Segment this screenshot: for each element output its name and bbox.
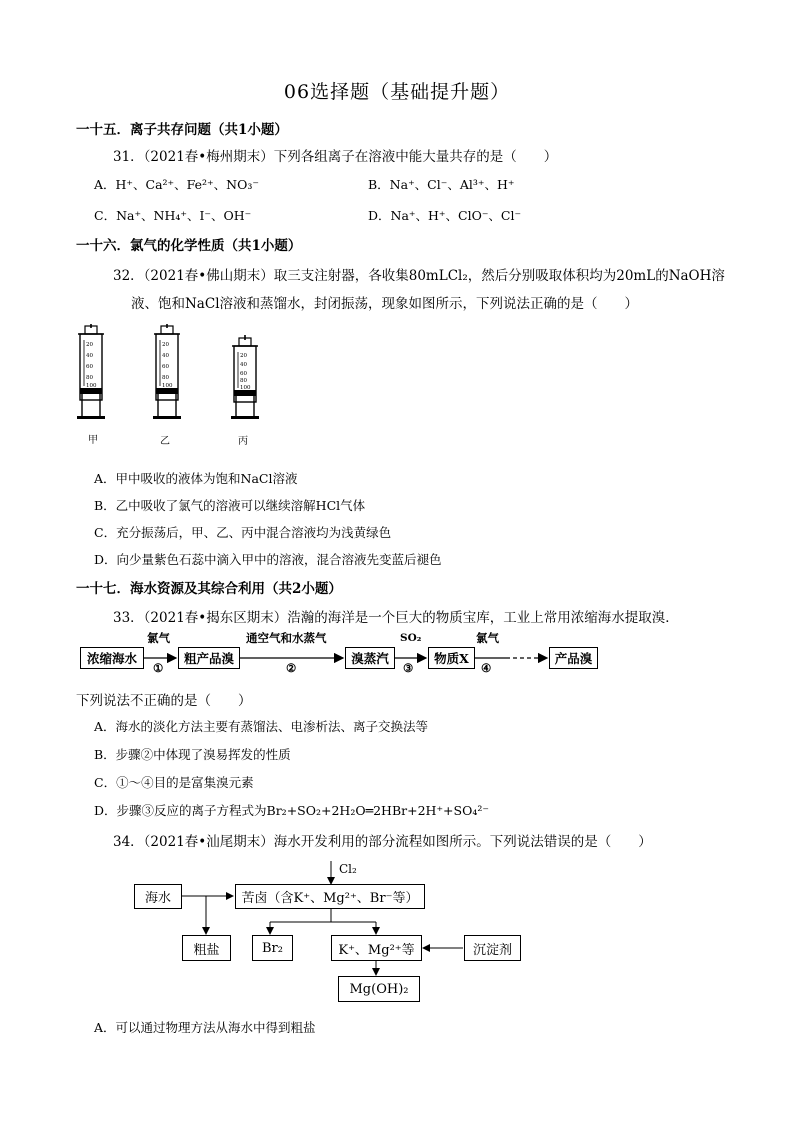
flow-label-so2: SO₂ (400, 632, 422, 644)
q31-option-b: B．Na⁺、Cl⁻、Al³⁺、H⁺ (368, 177, 515, 192)
flow-box-concentrated-seawater: 浓缩海水 (80, 647, 144, 669)
q34-option-a: A．可以通过物理方法从海水中得到粗盐 (94, 1020, 316, 1035)
q33-lead: 下列说法不正确的是（ ） (76, 693, 252, 709)
q31-stem: 31．（2021春•梅州期末）下列各组离子在溶液中能大量共存的是（ ） (113, 149, 558, 165)
q34-flow-box-seawater: 海水 (134, 884, 182, 909)
q33-stem: 33．（2021春•揭东区期末）浩瀚的海洋是一个巨大的物质宝库，工业上常用浓缩海水提取溴． (113, 610, 679, 626)
flow-label-chlorine-1: 氯气 (147, 631, 170, 645)
syringe-jia-tick-80: 80 (86, 375, 93, 381)
flow-box-bromine-vapor: 溴蒸汽 (345, 647, 395, 669)
q34-flow-box-bittern: 苦卤（含K⁺、Mg²⁺、Br⁻等） (235, 884, 425, 909)
q34-flow-box-precipitant: 沉淀剂 (464, 935, 521, 961)
flow-box-product-bromine: 产品溴 (549, 647, 598, 669)
q31-option-a: A．H⁺、Ca²⁺、Fe²⁺、NO₃⁻ (94, 177, 259, 192)
syringe-yi (153, 324, 181, 419)
syringe-jia-tick-100: 100 (86, 383, 97, 389)
section-heading-17: 一十七．海水资源及其综合利用（共2小题） (76, 581, 342, 597)
flow-box-crude-bromine: 粗产品溴 (178, 647, 240, 669)
q34-flow-box-br2: Br₂ (252, 935, 293, 961)
q34-flow-box-k-mg: K⁺、Mg²⁺等 (331, 935, 422, 961)
syringe-jia-tick-60: 60 (86, 364, 93, 370)
q33-option-a: A．海水的淡化方法主要有蒸馏法、电渗析法、离子交换法等 (94, 719, 429, 734)
section-heading-15: 一十五．离子共存问题（共1小题） (76, 122, 288, 138)
syringe-bing (231, 335, 259, 419)
syringe-jia-tick-40: 40 (86, 353, 93, 359)
syringe-label-yi: 乙 (160, 436, 170, 447)
flow-label-step-4: ④ (481, 661, 492, 675)
q31-option-c: C．Na⁺、NH₄⁺、I⁻、OH⁻ (94, 208, 252, 223)
q32-stem-line1: 32．（2021春•佛山期末）取三支注射器，各收集80mLCl₂，然后分别吸取体积均为20mL的NaOH溶 (113, 268, 725, 284)
syringe-yi-tick-20: 20 (162, 342, 169, 348)
syringe-yi-tick-100: 100 (162, 383, 173, 389)
q33-option-b: B．步骤②中体现了溴易挥发的性质 (94, 747, 291, 762)
syringe-label-bing: 丙 (238, 436, 248, 447)
q32-option-a: A．甲中吸收的液体为饱和NaCl溶液 (94, 471, 298, 486)
syringe-jia (77, 324, 105, 419)
syringe-figure (76, 324, 276, 424)
flow-arrows (0, 640, 794, 680)
syringe-jia-tick-20: 20 (86, 342, 93, 348)
q34-stem: 34．（2021春•汕尾期末）海水开发利用的部分流程如图所示。下列说法错误的是（ ） (113, 834, 652, 850)
flow-label-step-1: ① (153, 661, 164, 675)
flow-label-chlorine-2: 氯气 (476, 631, 499, 645)
flow-label-step-3: ③ (403, 661, 414, 675)
syringe-yi-tick-60: 60 (162, 364, 169, 370)
syringe-bing-tick-100: 100 (240, 385, 251, 391)
syringe-bing-tick-80: 80 (240, 378, 247, 384)
page-title: 06选择题（基础提升题） (283, 81, 511, 103)
syringe-bing-tick-40: 40 (240, 362, 247, 368)
syringe-bing-tick-60: 60 (240, 371, 247, 377)
flow-box-substance-x: 物质X (428, 647, 475, 669)
q33-option-c: C．①～④目的是富集溴元素 (94, 775, 254, 790)
flow-label-step-2: ② (286, 661, 297, 675)
syringe-label-jia: 甲 (88, 435, 98, 446)
syringe-bing-tick-20: 20 (240, 353, 247, 359)
q32-option-b: B．乙中吸收了氯气的溶液可以继续溶解HCl气体 (94, 498, 366, 513)
q34-flow-cl2: Cl₂ (339, 862, 357, 876)
section-heading-16: 一十六．氯气的化学性质（共1小题） (76, 238, 302, 254)
q32-option-d: D．向少量紫色石蕊中滴入甲中的溶液，混合溶液先变蓝后褪色 (94, 552, 442, 567)
q31-option-d: D．Na⁺、H⁺、ClO⁻、Cl⁻ (368, 208, 522, 223)
q33-option-d: D．步骤③反应的离子方程式为Br₂+SO₂+2H₂O═2HBr+2H⁺+SO₄²⁻ (94, 803, 489, 818)
q34-flow-box-mgoh2: Mg(OH)₂ (338, 976, 420, 1002)
syringe-yi-tick-80: 80 (162, 375, 169, 381)
q34-flow-box-crude-salt: 粗盐 (182, 935, 231, 961)
q32-option-c: C．充分振荡后，甲、乙、丙中混合溶液均为浅黄绿色 (94, 525, 392, 540)
q32-stem-line2: 液、饱和NaCl溶液和蒸馏水，封闭振荡，现象如图所示，下列说法正确的是（ ） (131, 296, 639, 312)
flow-label-air-steam: 通空气和水蒸气 (246, 631, 327, 645)
syringe-yi-tick-40: 40 (162, 353, 169, 359)
